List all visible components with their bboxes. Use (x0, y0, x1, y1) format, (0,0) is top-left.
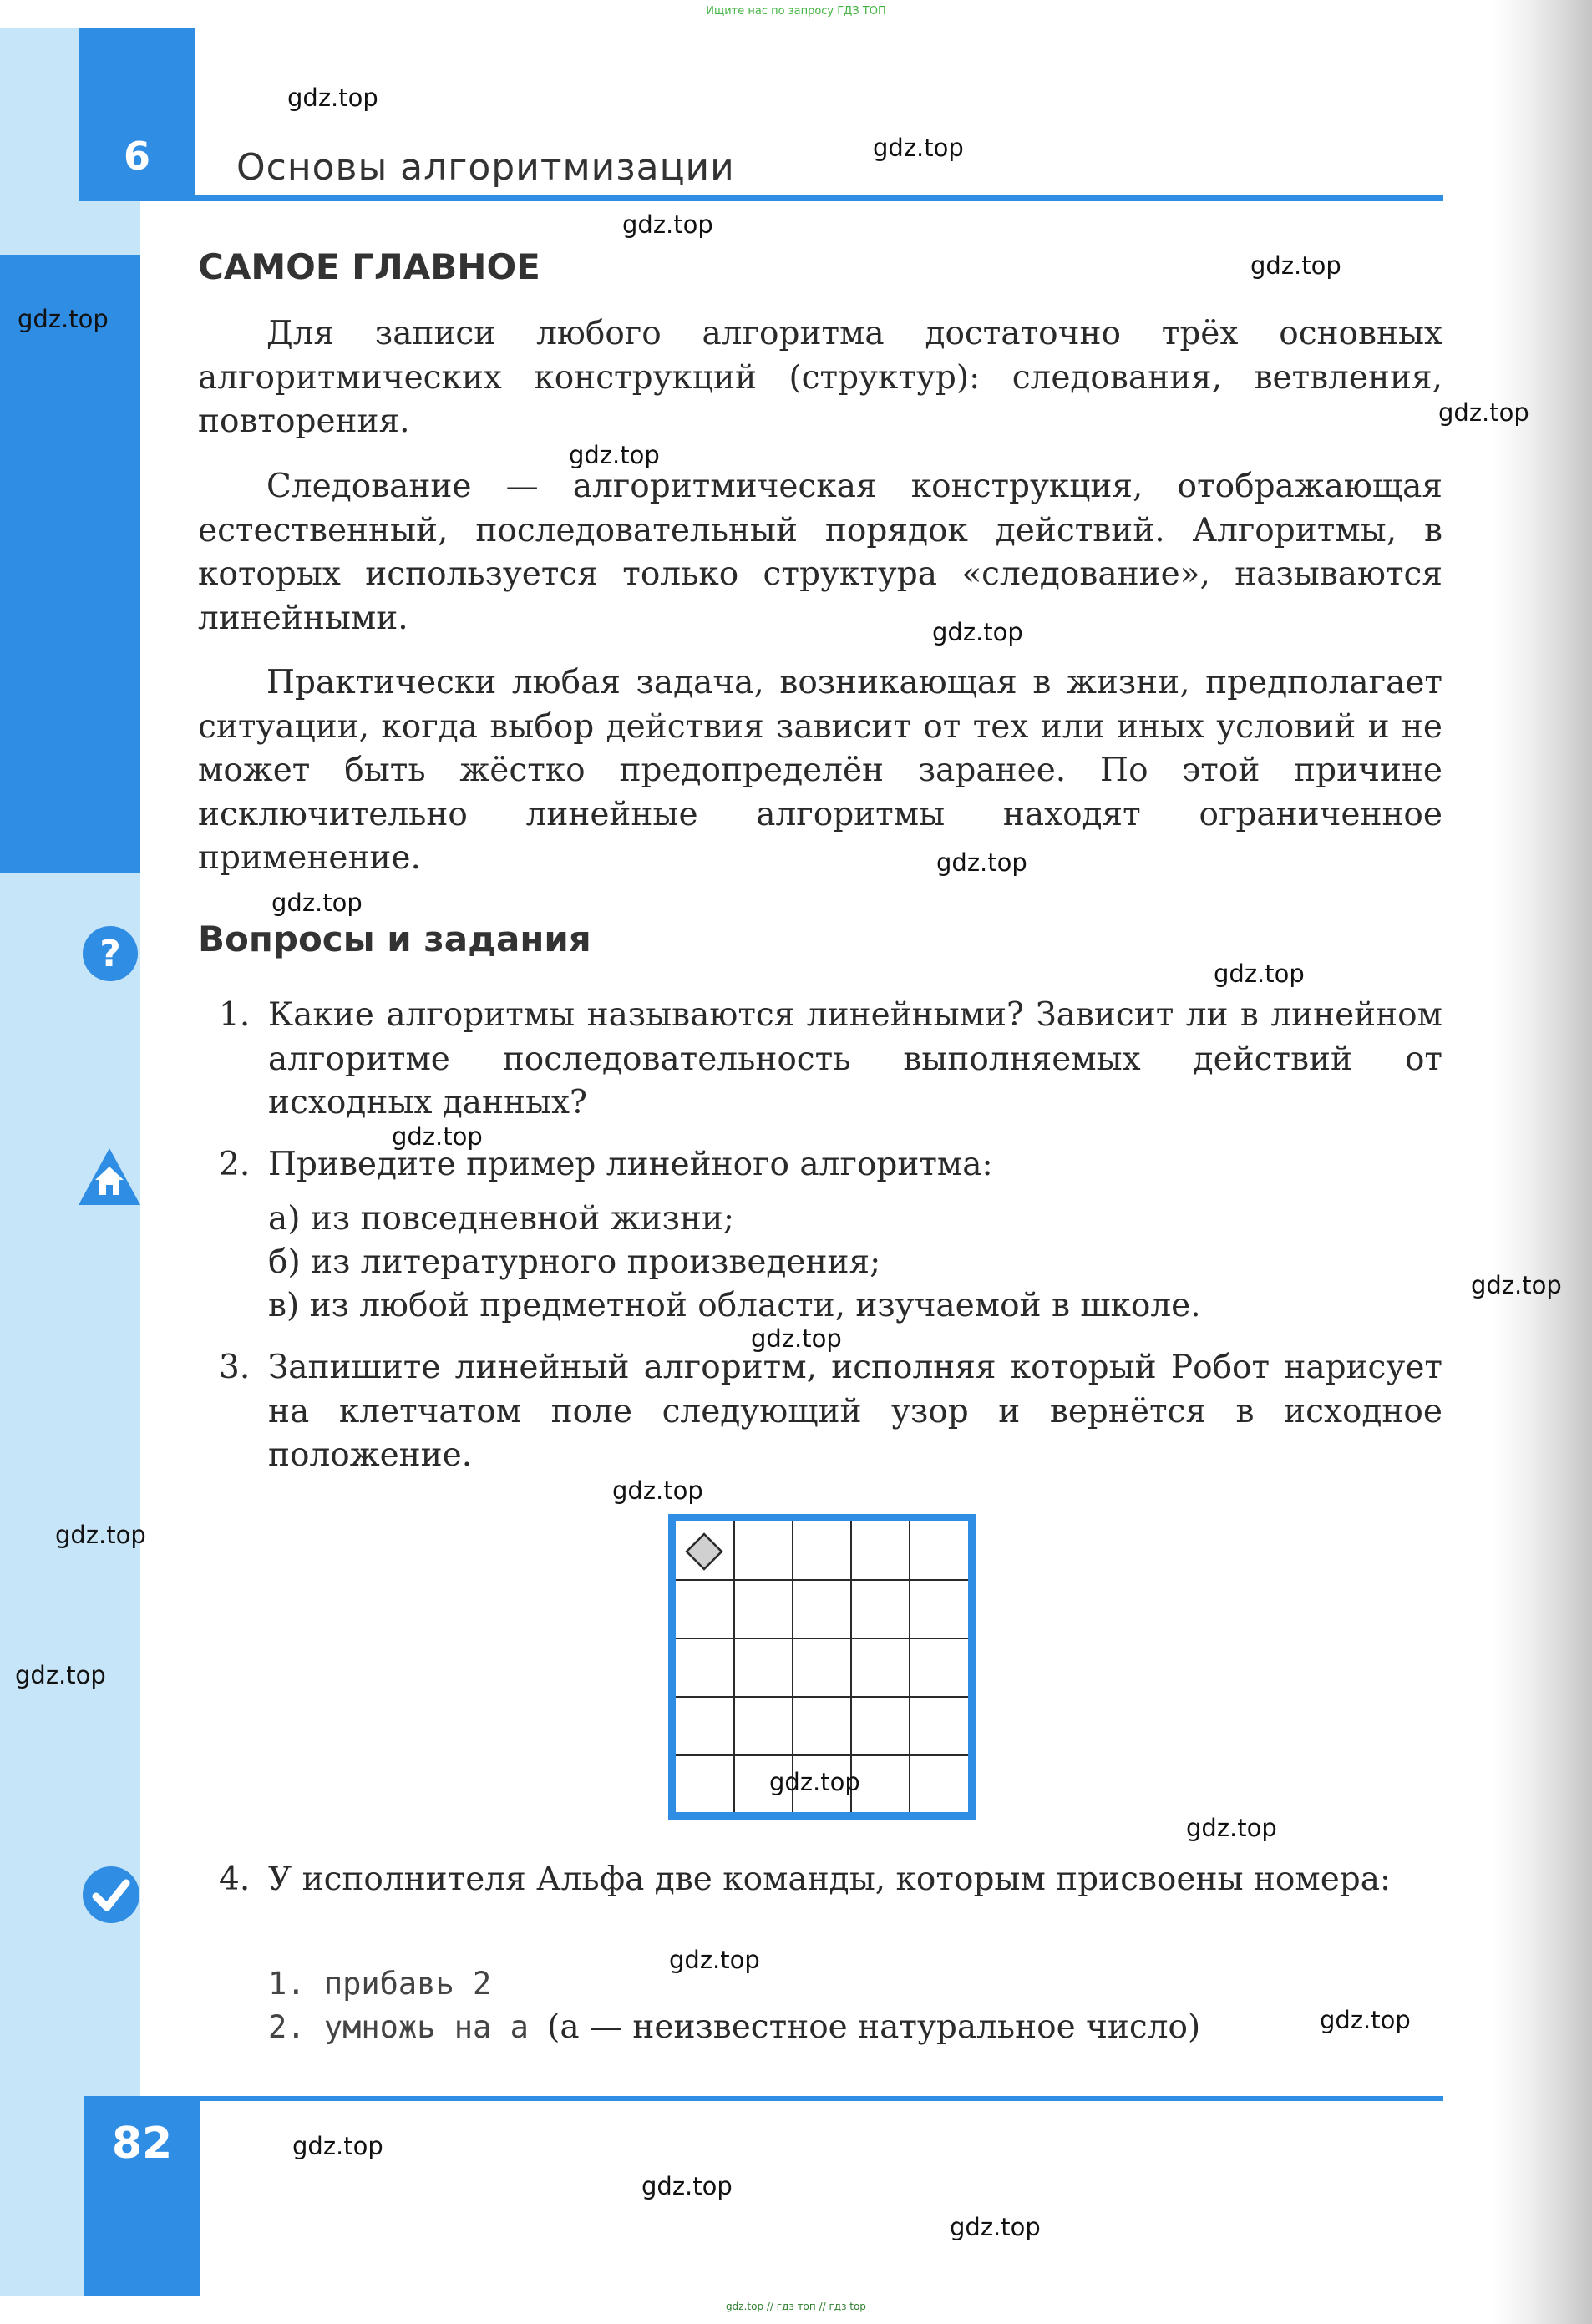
question-option: б) из литературного произведения; (268, 1243, 881, 1281)
command-note: (а — неизвестное натуральное число) (547, 2008, 1201, 2046)
watermark: gdz.top (1214, 959, 1305, 988)
footer-divider (200, 2096, 1443, 2101)
watermark: gdz.top (392, 1122, 483, 1151)
watermark: gdz.top (569, 441, 660, 469)
page-number: 82 (111, 2119, 173, 2169)
question-mark-icon (81, 924, 139, 983)
question-text: Какие алгоритмы называются линейными? Зависит ли в линейном алгоритме последовательность выполняемых действий от исходных данных? (268, 996, 1442, 1121)
watermark: gdz.top (873, 134, 964, 162)
watermark: gdz.top (1471, 1271, 1562, 1299)
chapter-title: Основы алгоритмизации (236, 146, 735, 189)
watermark: gdz.top (271, 889, 363, 917)
watermark: gdz.top (292, 2132, 383, 2160)
question-option: в) из любой предметной области, изучаемой в школе. (268, 1287, 1201, 1324)
bottom-ad-links[interactable]: gdz.top // гдз топ // гдз top (726, 2301, 866, 2312)
command-line (268, 1962, 491, 2006)
summary-paragraph: Следование — алгоритмическая конструкция, отображающая естественный, последовательный порядок действий. Алгоритмы, в которых используется только структура «следование», называются линейными. (198, 468, 1442, 637)
watermark: gdz.top (55, 1521, 146, 1549)
question-text: Запишите линейный алгоритм, исполняя который Робот нарисует на клетчатом поле следующий узор и вернётся в исходное положение. (268, 1349, 1442, 1474)
question-item (198, 1143, 1442, 1187)
question-item (198, 1346, 1442, 1478)
header-divider (195, 195, 1443, 201)
summary-paragraph: Практически любая задача, возникающая в жизни, предполагает ситуации, когда выбор действия зависит от тех или иных условий и не может быть жёстко предопределён заранее. По этой причине исключительно линейные алгоритмы находят ограниченное применение. (198, 664, 1442, 877)
watermark: gdz.top (1186, 1814, 1277, 1842)
watermark: gdz.top (1320, 2006, 1411, 2034)
watermark: gdz.top (612, 1476, 703, 1505)
watermark: gdz.top (641, 2172, 733, 2200)
watermark: gdz.top (669, 1946, 760, 1974)
summary-marker-band (0, 255, 140, 873)
command-line (268, 2006, 1200, 2049)
question-item (198, 1858, 1442, 1902)
watermark: gdz.top (936, 848, 1027, 877)
chapter-number: 6 (123, 134, 150, 179)
watermark: gdz.top (950, 2213, 1041, 2241)
question-item (198, 994, 1442, 1126)
header-side-band (0, 28, 79, 201)
command-code: 2. умножь на а (268, 2009, 529, 2045)
question-text: У исполнителя Альфа две команды, которым присвоены номера: (268, 1861, 1392, 1898)
question-option: а) из повседневной жизни; (268, 1200, 735, 1238)
footer-side-band (0, 2096, 84, 2296)
watermark: gdz.top (18, 305, 109, 333)
watermark: gdz.top (769, 1768, 860, 1796)
watermark: gdz.top (1438, 398, 1529, 427)
watermark: gdz.top (15, 1661, 106, 1689)
page-edge-shadow (1492, 0, 1592, 2324)
watermark: gdz.top (751, 1324, 842, 1353)
top-ad-banner[interactable]: Ищите нас по запросу ГДЗ ТОП (706, 5, 886, 18)
watermark: gdz.top (932, 618, 1023, 646)
command-code: 1. прибавь 2 (268, 1966, 492, 2002)
watermark: gdz.top (1250, 251, 1341, 280)
question-number: 4. (219, 1861, 251, 1898)
checkmark-icon (81, 1865, 141, 1925)
summary-paragraph: Для записи любого алгоритма достаточно трёх основных алгоритмических конструкций (структур): следования, ветвления, повторения. (198, 315, 1442, 440)
home-icon (77, 1147, 142, 1207)
question-number: 2. (219, 1146, 251, 1183)
summary-title: САМОЕ ГЛАВНОЕ (198, 246, 540, 287)
diamond-robot-icon (687, 1534, 722, 1569)
watermark: gdz.top (287, 84, 378, 112)
question-number: 1. (219, 996, 251, 1034)
svg-text:?: ? (99, 933, 121, 975)
question-number: 3. (219, 1349, 251, 1386)
question-text: Приведите пример линейного алгоритма: (268, 1146, 993, 1183)
questions-title: Вопросы и задания (198, 919, 591, 959)
watermark: gdz.top (622, 210, 713, 239)
